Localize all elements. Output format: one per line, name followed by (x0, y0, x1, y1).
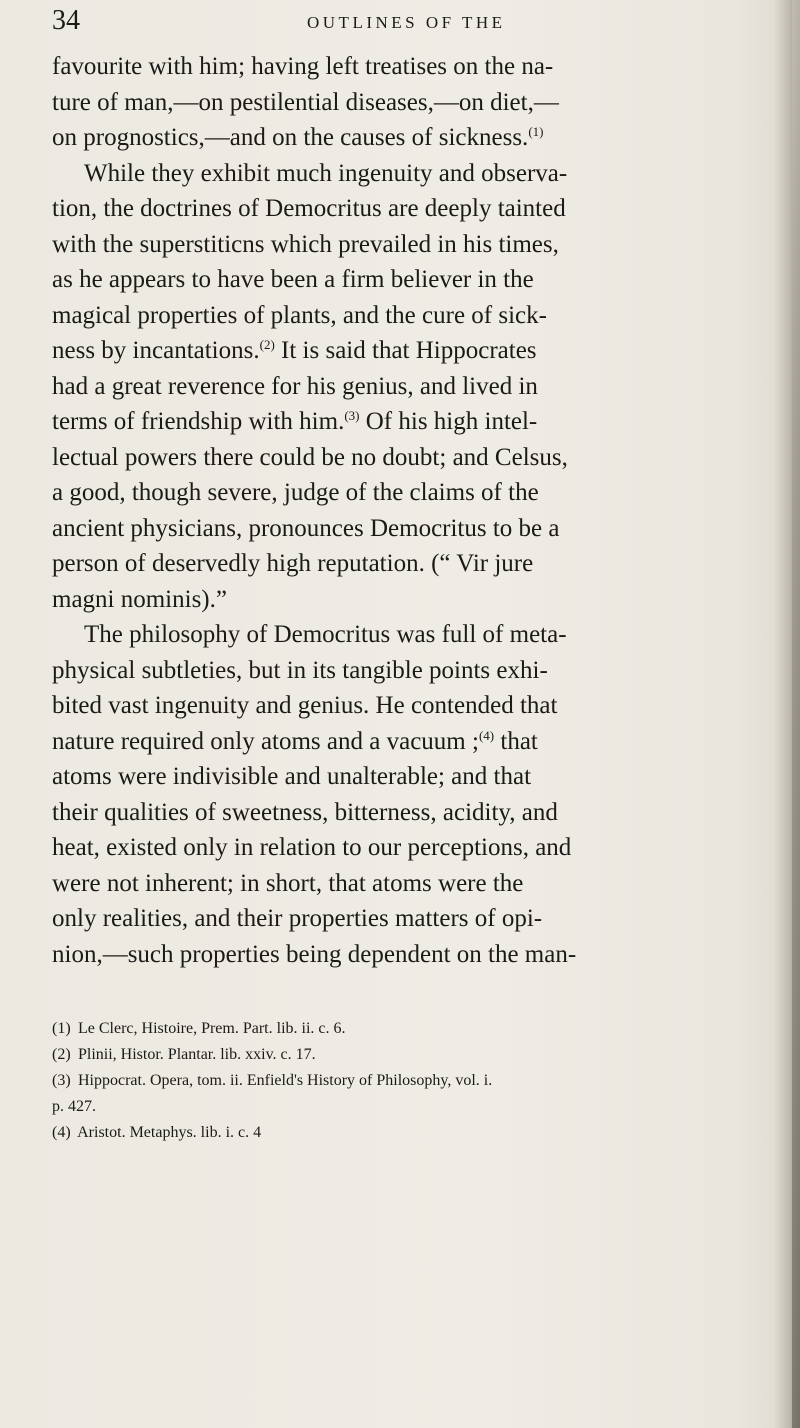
running-title: OUTLINES OF THE (307, 13, 506, 32)
footnote-3-continued: p. 427. (52, 1098, 96, 1115)
footnote-1: (1) Le Clerc, Histoire, Prem. Part. lib. ii. c. 6. (52, 1020, 346, 1037)
footnote-ref-4: (4) (478, 727, 495, 743)
text-line-18: physical subtleties, but in its tangible points exhi- (52, 656, 548, 684)
text-line-9: ness by incantations.$^{(2)}$ It is said that Hippocrates (52, 337, 537, 364)
text-line-23: heat, existed only in relation to our perceptions, and (52, 834, 572, 861)
text-line-2: ture of man,—on pestilential diseases,—on diet,— (52, 88, 559, 116)
text-line-21: atoms were indivisible and unalterable; and that (52, 763, 532, 790)
text-line-17: The philosophy of Democritus was full of meta- (84, 621, 567, 648)
page-number: 34 (52, 5, 80, 36)
text-line-7: as he appears to have been a firm believer in the (52, 266, 534, 293)
running-head (52, 2, 752, 36)
text-line-15: person of deservedly high reputation. (“ Vir jure (52, 550, 534, 577)
footnote-ref-1: (1) (528, 124, 544, 139)
text-line-5: tion, the doctrines of Democritus are deeply tainted (52, 195, 566, 222)
text-line-13: a good, though severe, judge of the claims of the (52, 479, 539, 506)
footnote-ref-3: (3) (344, 408, 360, 423)
text-line-4: While they exhibit much ingenuity and observa- (84, 159, 568, 187)
text-line-16: magni nominis).” (52, 585, 227, 613)
text-line-12: lectual powers there could be no doubt; and Celsus, (52, 443, 568, 471)
text-line-19: bited vast ingenuity and genius. He contended that (52, 692, 558, 719)
text-line-11: terms of friendship with him.$^{(3)}$ Of his high intel- (52, 408, 538, 435)
text-line-20: nature required only atoms and a vacuum ;$^{(4)}$ that (52, 727, 538, 755)
footnotes (52, 1016, 772, 1146)
text-line-25: only realities, and their properties matters of opi- (52, 905, 543, 932)
text-line-8: magical properties of plants, and the cure of sick- (52, 301, 547, 329)
text-line-6: with the superstiticns which prevailed in his times, (52, 230, 559, 258)
footnote-3: (3) Hippocrat. Opera, tom. ii. Enfield's History of Philosophy, vol. i. (52, 1072, 493, 1089)
text-line-3: on prognostics,—and on the causes of sickness.$^{(1)}$ (52, 124, 544, 151)
text-line-1: favourite with him; having left treatises on the na- (52, 53, 554, 80)
text-line-26: nion,—such properties being dependent on the man- (52, 940, 577, 968)
text-line-22: their qualities of sweetness, bitterness, acidity, and (52, 798, 558, 826)
body-text (52, 49, 772, 972)
footnote-ref-2: (2) (259, 337, 275, 352)
footnote-2: (2) Plinii, Histor. Plantar. lib. xxiv. c. 17. (52, 1046, 316, 1063)
text-line-14: ancient physicians, pronounces Democritus to be a (52, 514, 560, 542)
footnote-4: (4) Aristot. Metaphys. lib. i. c. 4 (52, 1124, 262, 1141)
text-line-10: had a great reverence for his genius, and lived in (52, 372, 538, 400)
text-line-24: were not inherent; in short, that atoms were the (52, 869, 524, 897)
page-edge (792, 0, 800, 1428)
